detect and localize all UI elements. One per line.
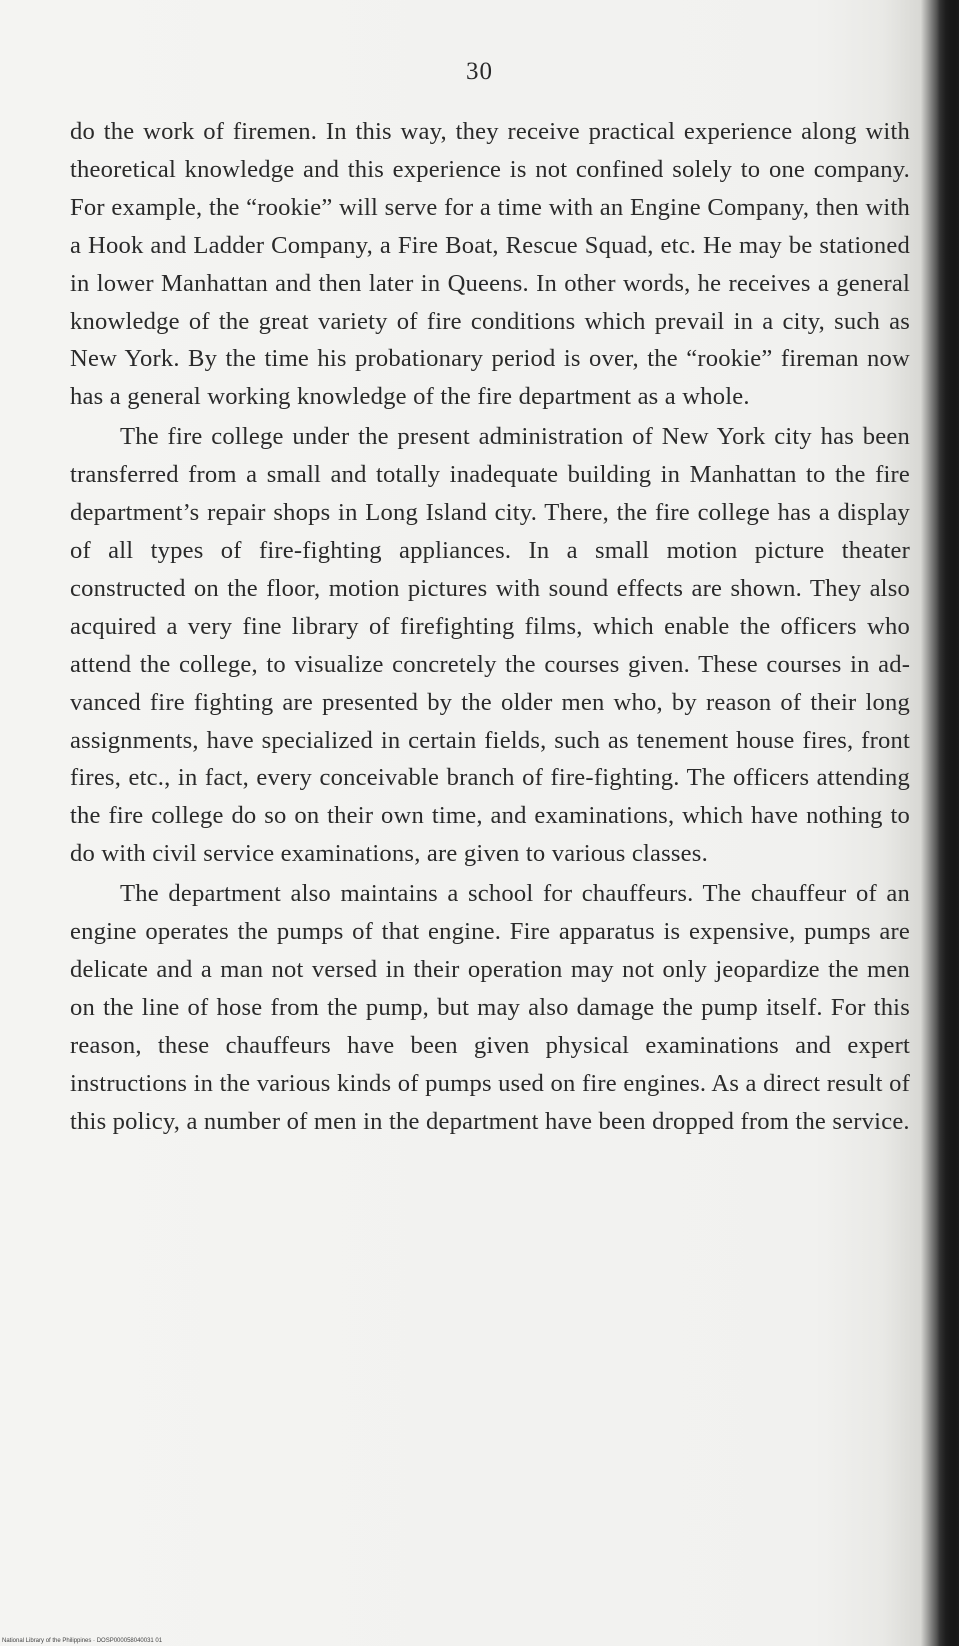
- paragraph-3: The department also maintains a school for chauffeurs. The chauffeur of an engine operates the pumps of that engine. Fire apparatus is expensive, pumps are delicate and a man not versed in their operation may not only jeopardize the men on the line of hose from the pump, but may also damage the pump itself. For this reason, these chauffeurs have been given physical examinations and expert instructions in the various kinds of pumps used on fire engines. As a direct result of this policy, a number of men in the department have been dropped from the service.: [70, 880, 910, 1135]
- scan-source-caption: National Library of the Philippines · DOSP000058040031 01: [2, 1638, 163, 1644]
- book-spine-shadow: [937, 0, 959, 1646]
- paragraph-1: do the work of firemen. In this way, they receive practical experience along with theoretical knowledge and this experience is not confined solely to one company. For example, the “rookie” will serve for a time with an Engine Company, then with a Hook and Ladder Company, a Fire Boat, Rescue Squad, etc. He may be stationed in lower Manhattan and then later in Queens. In other words, he receives a general knowledge of the great variety of fire conditions which prevail in a city, such as New York. By the time his probationary period is over, the “rookie” fireman now has a general working knowledge of the fire department as a whole.: [70, 118, 910, 411]
- paragraph-2: The fire college under the present administration of New York city has been transferred from a small and totally inadequate building in Manhattan to the fire department’s repair shops in Long Island city. There, the fire college has a display of all types of fire-fighting appliances. In a small motion picture theater constructed on the floor, motion pictures with sound effects are shown. They also acquired a very fine library of firefighting films, which enable the officers who attend the college, to visualize concretely the courses given. These courses in advanced fire fighting are presented by the older men who, by reason of their long assignments, have specialized in certain fields, such as tenement house fires, front fires, etc., in fact, every conceivable branch of fire-fighting. The officers attending the fire college do so on their own time, and examinations, which have nothing to do with civil service examinations, are given to various classes.: [70, 423, 910, 868]
- body-text: [70, 113, 910, 1140]
- page-number: 30: [466, 58, 493, 85]
